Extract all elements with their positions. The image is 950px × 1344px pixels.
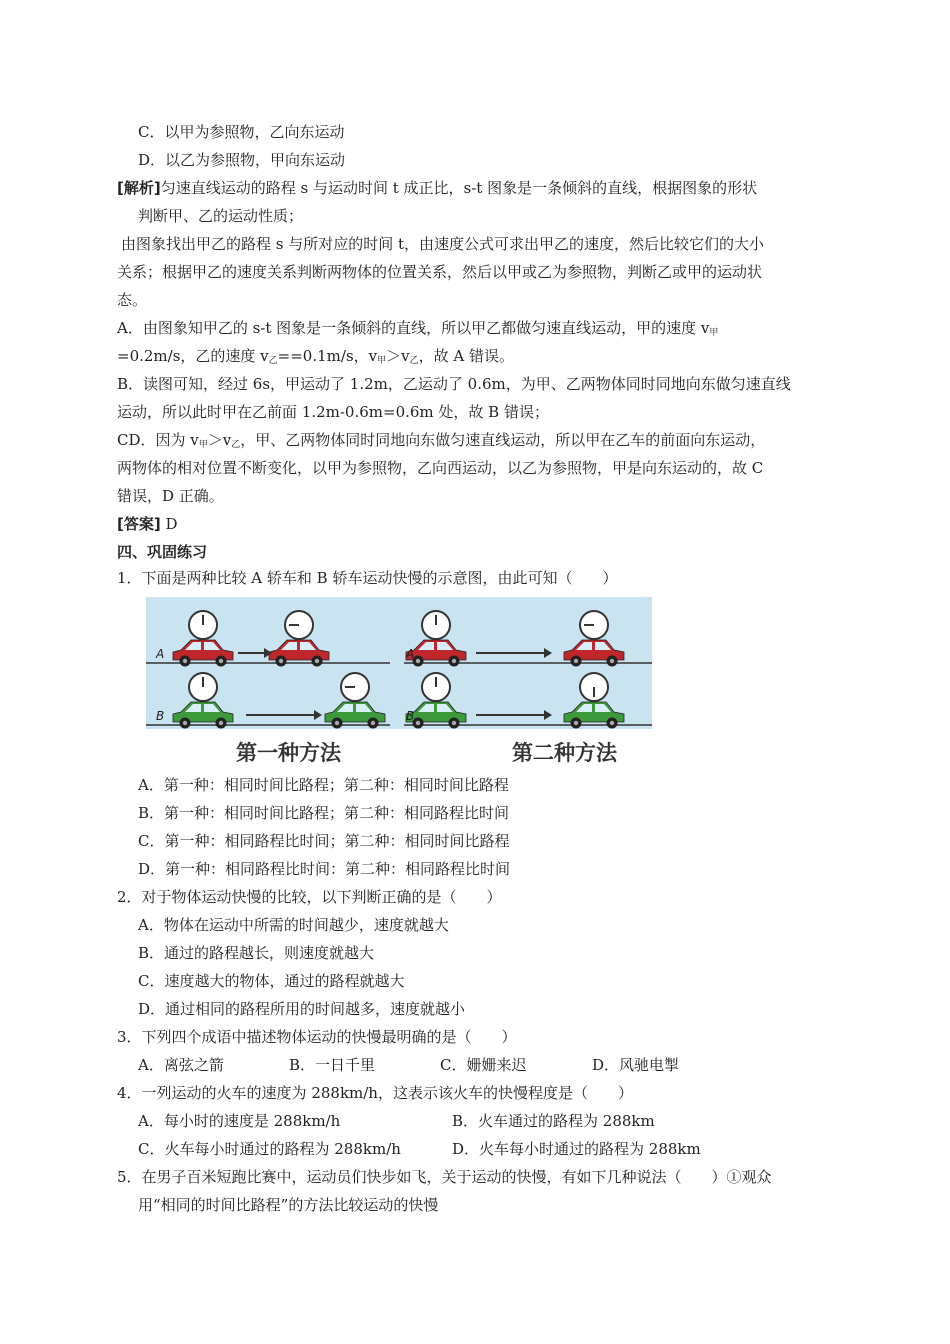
q4-option-b: B．火车通过的路程为 288km — [452, 1112, 655, 1130]
q3-stem: 3．下列四个成语中描述物体运动的快慢最明确的是（ ） — [117, 1028, 517, 1046]
q1-stem: 1．下面是两种比较 A 轿车和 B 轿车运动快慢的示意图，由此可知（ ） — [117, 569, 618, 587]
analysis-line-4: 关系；根据甲乙的速度关系判断两物体的位置关系，然后以甲或乙为参照物，判断乙或甲的运动状 — [117, 263, 763, 281]
clock-icon — [189, 673, 217, 701]
option-c: C．以甲为参照物，乙向东运动 — [138, 123, 345, 141]
answer-line — [117, 514, 178, 534]
q1-option-d: D．第一种：相同路程比时间：第二种：相同路程比时间 — [138, 860, 511, 878]
analysis-tag: [解析] — [117, 179, 161, 197]
q3-option-b: B．一日千里 — [289, 1056, 376, 1074]
q2-option-a: A．物体在运动中所需的时间越少，速度就越大 — [138, 916, 449, 934]
analysis-b-line-1: B．读图可知，经过 6s，甲运动了 1.2m，乙运动了 0.6m，为甲、乙两物体同时同地向东做匀速直线 — [117, 375, 791, 393]
figure-label-b: B — [156, 709, 165, 723]
q5-stem-line-1: 5．在男子百米短跑比赛中，运动员们快步如飞，关于运动的快慢，有如下几种说法（ ）①观众 — [117, 1168, 772, 1186]
figure-label-a: A — [156, 647, 165, 661]
figure-caption-2: 第二种方法 — [512, 741, 617, 765]
analysis-line-2: 判断甲、乙的运动性质； — [138, 207, 304, 225]
analysis-a-line-1: A．由图象知甲乙的 s-t 图象是一条倾斜的直线，所以甲乙都做匀速直线运动，甲的速度 $v_甲$ — [117, 319, 719, 338]
analysis-a-line-2: =0.2m/s，乙的速度 $v_乙==0.1m/s$，$v_甲>v_乙$，故 A 错误。 — [117, 347, 515, 366]
figure-caption-1: 第一种方法 — [236, 741, 341, 765]
q2-stem: 2．对于物体运动快慢的比较，以下判断正确的是（ ） — [117, 888, 502, 906]
clock-icon — [189, 611, 217, 639]
figure-illustration — [146, 597, 652, 729]
analysis-line-3: 由图象找出甲乙的路程 s 与所对应的时间 t，由速度公式可求出甲乙的速度，然后比较它们的大小 — [121, 235, 765, 253]
q4-option-d: D．火车每小时通过的路程为 288km — [452, 1140, 701, 1158]
q3-option-d: D．风驰电掣 — [592, 1056, 680, 1074]
q3-option-a: A．离弦之箭 — [138, 1056, 224, 1074]
option-d: D．以乙为参照物，甲向东运动 — [138, 151, 346, 169]
clock-icon — [422, 673, 450, 701]
clock-icon — [580, 611, 608, 639]
clock-icon — [422, 611, 450, 639]
analysis-line-1: [解析]匀速直线运动的路程 s 与运动时间 t 成正比，s-t 图象是一条倾斜的直线，根据图象的形状 — [117, 179, 758, 197]
q1-option-b: B．第一种：相同时间比路程；第二种：相同路程比时间 — [138, 804, 510, 822]
q4-stem: 4．一列运动的火车的速度为 288km/h，这表示该火车的快慢程度是（ ） — [117, 1084, 633, 1102]
clock-icon — [580, 673, 608, 701]
analysis-b-line-2: 运动，所以此时甲在乙前面 1.2m-0.6m=0.6m 处，故 B 错误； — [117, 403, 549, 421]
clock-icon — [285, 611, 313, 639]
figure-label-b: B — [406, 709, 415, 723]
answer-value: D — [165, 515, 178, 533]
q1-option-a: A．第一种：相同时间比路程；第二种：相同时间比路程 — [138, 776, 509, 794]
section-title: 四、巩固练习 — [117, 543, 208, 561]
q2-option-b: B．通过的路程越长，则速度就越大 — [138, 944, 375, 962]
q1-option-c: C．第一种：相同路程比时间；第二种：相同时间比路程 — [138, 832, 510, 850]
clock-icon — [341, 673, 369, 701]
q4-option-c: C．火车每小时通过的路程为 288km/h — [138, 1140, 401, 1158]
answer-tag: [答案] — [117, 515, 161, 533]
figure-label-a: A — [406, 647, 415, 661]
q4-option-a: A．每小时的速度是 288km/h — [138, 1112, 341, 1130]
q3-option-c: C．姗姗来迟 — [440, 1056, 527, 1074]
car-comparison-figure — [146, 597, 652, 765]
q2-option-d: D．通过相同的路程所用的时间越多，速度就越小 — [138, 1000, 466, 1018]
analysis-cd-line-2: 两物体的相对位置不断变化，以甲为参照物，乙向西运动，以乙为参照物，甲是向东运动的，故 C — [117, 459, 764, 477]
q2-option-c: C．速度越大的物体，通过的路程就越大 — [138, 972, 405, 990]
figure-panel — [146, 597, 652, 729]
analysis-line-5: 态。 — [117, 291, 148, 309]
analysis-cd-line-1: CD．因为 $v_甲>v_乙$，甲、乙两物体同时同地向东做匀速直线运动，所以甲在乙车的前面向东运动， — [117, 431, 766, 450]
q5-stem-line-2: 用“相同的时间比路程”的方法比较运动的快慢 — [138, 1196, 439, 1214]
analysis-cd-line-3: 错误，D 正确。 — [117, 487, 224, 505]
